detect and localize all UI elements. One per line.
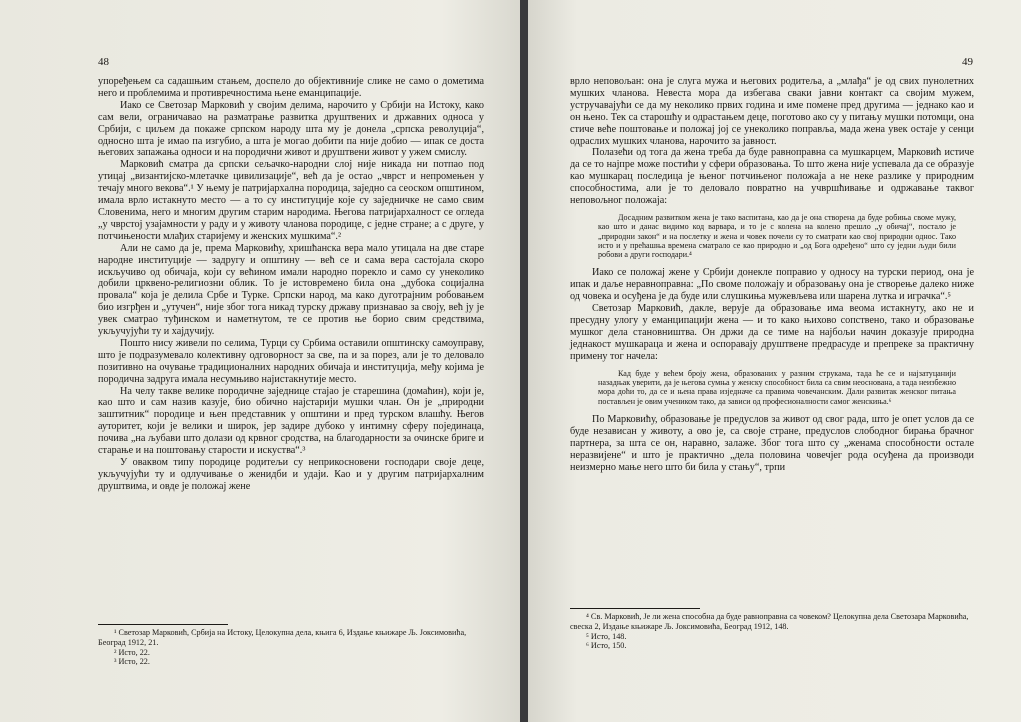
page-number: 49 — [962, 56, 973, 68]
paragraph: Иако се Светозар Марковић у својим делима, нарочито у Србији на Истоку, како сам вели, ограничавао на разматрање развитка друштвених и државних односа у Србији, с циљем да покаже српском народу шта му је донела „српска револуција“, односно шта је имао па изгубио, а шта је могао добити па није добио — ипак се доста његових запажања односи и на породични живот и друштвени живот у ужем смислу. — [98, 99, 484, 159]
paragraph: По Марковићу, образовање је предуслов за живот од свог рада, што је опет услов да се буде независан у животу, а ово је, са своје стране, предуслов слободног бирања брачног партнера, за шта се он, наравно, залаже. Због тога што су „женама способности остале неразвијене“ и што је практично „дела половина човечјег рода осуђена да производи неизмерно мање него што би била у стању“, трпи — [570, 413, 974, 473]
footnote-divider — [98, 624, 228, 625]
paragraph: У оваквом типу породице родитељи су неприкосновени господари своје деце, укључујући ту и одлучивање о женидби и удаји. Као и у другим патријархалним друштвима, и овде је положај жене — [98, 457, 484, 492]
paragraph: Полазећи од тога да жена треба да буде равноправна са мушкарцем, Марковић истиче да се то најпре може постићи у сфери образовања. То што жена није успевала да се образује као мушкарац последица је њеног потчињеног положаја а не неке разлике у природним способностима, али је то деловало повратно на учвршћивање и одржавање таквог неповољног положаја: — [570, 147, 974, 207]
page-number: 48 — [98, 56, 109, 68]
left-text-column — [98, 76, 484, 493]
paragraph: Пошто нису живели по селима, Турци су Србима оставили општинску самоуправу, што је подразумевало колективну одговорност за све, па и за порез, али је то деловало позитивно на очување традиционалних народних обичаја и институција, међу којима је породична задруга имала несумњиво најистакнутије место. — [98, 337, 484, 385]
paragraph: Светозар Марковић, дакле, верује да образовање има веома истакнуту, ако не и пресудну улогу у еманципацији жена — и то како њихово сопствено, тако и образовање мушког дела становништва. Он држи да се тиме на најбољи начин доказује природна једнакост мушкараца и жена и оспоравају друштвене предрасуде и препреке за практичну примену тог начела: — [570, 303, 974, 362]
paragraph: На челу такве велике породичне заједнице стајао је старешина (домаћин), који је, као што и сам назив казује, био обично најстарији мушки члан. Он је „природни заштитник“ породице и њен представник у општини и пред турском влашћу. Његов ауторитет, који је велики и широк, јер задире дубоко у интимну сферу појединаца, почива „на љубави што долази од крвног сродства, на благодарности за очинске бриге и старање и на поштовању старости и искуства“.³ — [98, 385, 484, 457]
footnote: ⁴ Св. Марковић, Је ли жена способна да буде равноправна са човеком? Целокупна дела Светозара Марковића, свеска 2, Издање књижаре Љ. Јоксимовића, Београд 1912, 148. — [570, 612, 969, 631]
footnote: ⁵ Исто, 148. — [586, 631, 627, 641]
right-page — [528, 0, 1021, 722]
right-text-column — [570, 76, 974, 473]
block-quote: Кад буде у већем броју жена, образованих у разним струкама, тада ће се и најзатуцанији назадњак уверити, да је његова сумња у женску способност била са свим неоснована, а тада неизбежно мора доћи то, да се и њена права изједначе са правима човечанским. Дали развитак женског питања постављен је овим учеником тако, да зависи од професионалности самог женскиња.⁶ — [598, 368, 956, 406]
book-gutter — [520, 0, 528, 722]
footnote: ² Исто, 22. — [114, 647, 150, 657]
footnote-divider — [570, 608, 700, 609]
paragraph: Али не само да је, према Марковићу, хришћанска вера мало утицала на две старе народне институције — задругу и општину — већ се и сама вера састојала скоро искључиво од обичаја, који су већином имали народно порекло и само су унеколико добили црквено-религиозни облик. То је истовремено била она „дубока социјална провала“ која је делила Србе и Турке. Српски народ, ма како дуготрајним робовањем био изгрђен и „утучен“, није због тога никад турску државу признавао за своју, већ ју је увек сматрао туђинском и наметнутом, те се против ње борио свим средствима, укључујући ту и хајдучију. — [98, 242, 484, 338]
paragraph: врло неповољан: она је слуга мужа и његових родитеља, а „млађа“ је од свих пунолетних мушких чланова. Невеста мора да избегава сваки јавни контакт са својим мужем, устручавајући се да му неколико првих година и име помене пред другима — једнако као и он њено. Тек са старошћу и одрастањем деце, поготово ако су у питању мушки потомци, она стиче веће поштовање и положај јој се унеколико поправља, мада жена увек остаје у сенци одраслих мушких чланова, нарочито за јавност. — [570, 76, 974, 147]
footnote: ⁶ Исто, 150. — [586, 641, 627, 651]
footnote: ¹ Светозар Марковић, Србија на Истоку, Целокупна дела, књига 6, Издање књижаре Љ. Јоксимовића, Београд 1912, 21. — [98, 628, 467, 647]
footnotes — [98, 616, 484, 667]
paragraph: упоређењем са садашњим стањем, доспело до објективније слике не само о дометима него и проблемима и противречностима њене еманципације. — [98, 76, 484, 99]
block-quote: Досадним развитком жена је тако васпитана, као да је она створена да буде робиња своме мужу, као што и данас видимо код варвара, и то је с колена на колено прешло „у обичај“, постало је „природни закон“ и на послетку и жена и човек почели су то сматрати као свој природни однос. Тако исто и у прећашња времена сматрало се као природно и „од Бога одређено“ што су једни људи били робови а други господари.⁴ — [598, 212, 956, 260]
footnotes — [570, 600, 974, 651]
footnote: ³ Исто, 22. — [114, 657, 150, 667]
paragraph: Иако се положај жене у Србији донекле поправио у односу на турски период, она је ипак и даље неравноправна: „По своме положају и образовању она је створење далеко ниже од човека и осуђена је да буде или слушкиња мужевљева или шарена лутка и играчка“.⁵ — [570, 267, 974, 303]
paragraph: Марковић сматра да српски сељачко-народни слој није никада ни потпао под утицај „византијско-млетачке цивилизације“, већ да је остао „чврст и непромењен у течају много векова“.¹ У њему је патријархална породица, заједно са сеоском општином, имала врло истакнуто место — а то су институције које су заједничке не само свим Словенима, него и многим другим старим народима. Његова патријархалност се огледа „у чврстој узајамности у раду и у животу чланова породице, с једне стране; а с друге, у потчињености млађих старијему и женских мушкима“.² — [98, 159, 484, 242]
